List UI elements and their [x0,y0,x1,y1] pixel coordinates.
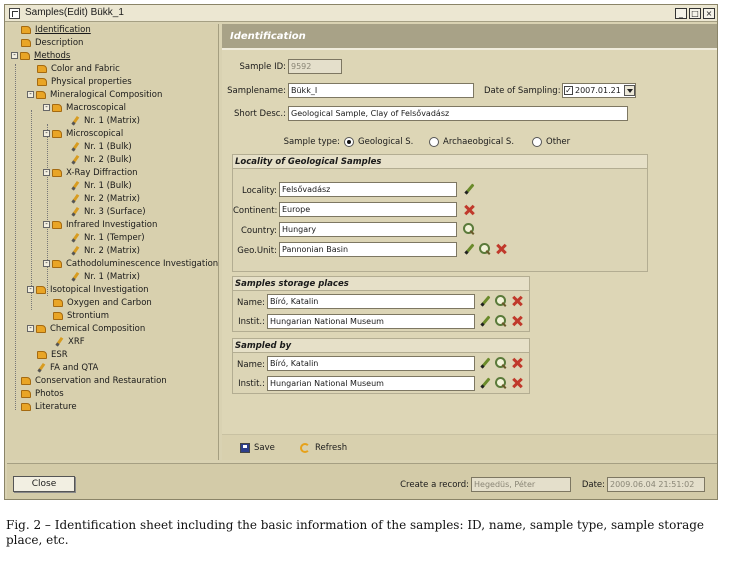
tree-item-oxygen-carbon[interactable]: Oxygen and Carbon [53,297,152,310]
navigation-tree [7,24,219,460]
folder-icon [37,65,47,73]
title-bar [5,5,717,22]
sampler-name-field[interactable]: Bíró, Katalin [267,356,475,371]
folder-icon [36,91,46,99]
folder-icon [52,260,62,268]
collapse-toggle[interactable]: - [27,286,34,293]
short-desc-field[interactable]: Geological Sample, Clay of Felsővadász [288,106,628,121]
tree-item-fa-qta[interactable]: FA and QTA [37,362,98,375]
folder-icon [21,26,31,34]
collapse-toggle[interactable]: - [43,260,50,267]
radio-archaeological[interactable] [429,137,439,147]
folder-icon [52,169,62,177]
form-toolbar [222,434,717,460]
locality-group-title: Locality of Geological Samples [233,155,647,169]
clear-storage-instit-x-icon[interactable] [511,315,523,327]
edit-storage-name-pencil-icon[interactable] [479,295,491,307]
identification-panel [222,24,717,460]
tree-item-mineralogical[interactable]: - Mineralogical Composition [27,89,162,102]
save-button[interactable]: Save [240,441,275,455]
figure-caption: Fig. 2 – Identification sheet including the basic information of the samples: ID, name, sample type, sample storage place, etc. [6,518,705,547]
tree-item-leaf[interactable]: Nr. 1 (Bulk) [71,141,132,154]
tree-item-leaf[interactable]: Nr. 2 (Bulk) [71,154,132,167]
collapse-toggle[interactable]: - [43,104,50,111]
sample-id-field: 9592 [288,59,342,74]
pencil-icon [71,207,80,216]
collapse-toggle[interactable]: - [27,91,34,98]
tree-item-leaf[interactable]: Nr. 1 (Bulk) [71,180,132,193]
search-country-magnifier-icon[interactable] [463,223,475,235]
tree-item-leaf[interactable]: Nr. 2 (Matrix) [71,193,140,206]
folder-icon [36,325,46,333]
pencil-icon [71,155,80,164]
samples-edit-window [4,4,718,500]
folder-icon [36,286,46,294]
folder-icon [21,39,31,47]
folder-icon [52,104,62,112]
tree-item-leaf[interactable]: Nr. 1 (Temper) [71,232,145,245]
collapse-toggle[interactable]: - [43,221,50,228]
sampler-name-label: Name: [237,360,265,370]
tree-item-color-fabric[interactable]: Color and Fabric [37,63,120,76]
pencil-icon [55,337,64,346]
search-sampler-instit-magnifier-icon[interactable] [495,377,507,389]
tree-item-esr[interactable]: ESR [37,349,68,362]
tree-item-methods[interactable]: - Methods [11,50,70,63]
radio-other[interactable] [532,137,542,147]
tree-item-isotopical[interactable]: - Isotopical Investigation [27,284,149,297]
folder-icon [21,403,31,411]
sample-id-label: Sample ID: [239,62,286,72]
edit-storage-instit-pencil-icon[interactable] [479,315,491,327]
window-footer [7,463,717,499]
folder-icon [52,221,62,229]
continent-field[interactable]: Europe [279,202,457,217]
date-of-sampling-field[interactable]: 2007.01.21 [562,83,636,98]
search-storage-name-magnifier-icon[interactable] [495,295,507,307]
samplename-label: Samplename: [227,86,286,96]
pencil-icon [71,246,80,255]
tree-item-leaf[interactable]: Nr. 1 (Matrix) [71,271,140,284]
tree-item-infrared[interactable]: - Infrared Investigation [43,219,157,232]
country-field[interactable]: Hungary [279,222,457,237]
sampled-by-group [232,338,530,394]
edit-sampler-name-pencil-icon[interactable] [479,357,491,369]
tree-item-photos[interactable]: Photos [21,388,64,401]
collapse-toggle[interactable]: - [27,325,34,332]
app-icon [9,8,20,19]
folder-icon [21,377,31,385]
pencil-icon [71,116,80,125]
tree-item-chemical[interactable]: - Chemical Composition [27,323,145,336]
refresh-button[interactable]: Refresh [300,441,347,455]
tree-item-microscopical[interactable]: - Microscopical [43,128,123,141]
search-sampler-name-magnifier-icon[interactable] [495,357,507,369]
tree-item-cathodoluminescence[interactable]: - Cathodoluminescence Investigation [43,258,218,271]
date-enabled-checkbox[interactable]: ✓ [565,86,572,95]
record-date-field: 2009.06.04 21:51:02 [607,477,705,492]
pencil-icon [71,142,80,151]
close-button[interactable]: Close [13,476,75,492]
folder-icon [53,299,63,307]
tree-item-leaf[interactable]: Nr. 1 (Matrix) [71,115,140,128]
storage-group-title: Samples storage places [233,277,529,291]
create-record-label: Create a record: [400,480,469,490]
edit-locality-pencil-icon[interactable] [463,183,475,195]
pencil-icon [71,194,80,203]
tree-item-physical-properties[interactable]: Physical properties [37,76,132,89]
locality-field[interactable]: Felsővadász [279,182,457,197]
tree-item-identification[interactable]: Identification [21,24,91,37]
close-window-button[interactable]: × [703,8,715,19]
sample-type-label: Sample type: [283,137,340,147]
tree-item-literature[interactable]: Literature [21,401,77,414]
radio-other-label: Other [546,137,571,147]
tree-item-xrf[interactable]: XRF [55,336,85,349]
folder-icon [20,52,30,60]
tree-item-leaf[interactable]: Nr. 2 (Matrix) [71,245,140,258]
edit-sampler-instit-pencil-icon[interactable] [479,377,491,389]
pencil-icon [37,363,46,372]
storage-name-field[interactable]: Bíró, Katalin [267,294,475,309]
storage-instit-label: Instit.: [238,317,265,327]
pencil-icon [71,233,80,242]
collapse-toggle[interactable]: - [43,169,50,176]
floppy-disk-icon [240,443,250,453]
edit-geounit-pencil-icon[interactable] [463,243,475,255]
clear-storage-name-x-icon[interactable] [511,295,523,307]
short-desc-label: Short Desc.: [234,109,286,119]
locality-group [232,154,648,272]
folder-icon [52,130,62,138]
sampled-by-group-title: Sampled by [233,339,529,353]
window-title: Samples(Edit) Bükk_1 [25,7,124,18]
sampler-instit-label: Instit.: [238,379,265,389]
geounit-label: Geo.Unit: [237,246,277,256]
creator-field: Hegedüs, Péter [471,477,571,492]
maximize-button[interactable]: □ [689,8,701,19]
storage-name-label: Name: [237,298,265,308]
refresh-icon [300,443,310,453]
record-date-label: Date: [581,480,605,490]
collapse-toggle[interactable]: - [11,52,18,59]
clear-sampler-name-x-icon[interactable] [511,357,523,369]
tree-item-conservation[interactable]: Conservation and Restauration [21,375,167,388]
locality-label: Locality: [241,186,277,196]
folder-icon [37,351,47,359]
date-dropdown-button[interactable] [624,85,635,96]
clear-continent-x-icon[interactable] [463,204,475,216]
samplename-field[interactable]: Bükk_I [288,83,474,98]
collapse-toggle[interactable]: - [43,130,50,137]
radio-geological-label: Geological S. [358,137,414,147]
pencil-icon [71,181,80,190]
tree-item-xrd[interactable]: - X-Ray Diffraction [43,167,138,180]
tree-item-strontium[interactable]: Strontium [53,310,109,323]
tree-item-description[interactable]: Description [21,37,83,50]
tree-item-leaf[interactable]: Nr. 3 (Surface) [71,206,146,219]
storage-group [232,276,530,332]
folder-icon [53,312,63,320]
geounit-field[interactable]: Pannonian Basin [279,242,457,257]
sampler-instit-field[interactable]: Hungarian National Museum [267,376,475,391]
folder-icon [21,390,31,398]
storage-instit-field[interactable]: Hungarian National Museum [267,314,475,329]
continent-label: Continent: [233,206,278,216]
country-label: Country: [240,226,277,236]
search-geounit-magnifier-icon[interactable] [479,243,491,255]
radio-archaeological-label: Archaeobgical S. [443,137,515,147]
date-of-sampling-label: Date of Sampling: [484,86,561,96]
panel-header: Identification [222,24,717,50]
minimize-button[interactable]: _ [675,8,687,19]
tree-item-macroscopical[interactable]: - Macroscopical [43,102,126,115]
radio-geological[interactable] [344,137,354,147]
pencil-icon [71,272,80,281]
clear-geounit-x-icon[interactable] [495,243,507,255]
clear-sampler-instit-x-icon[interactable] [511,377,523,389]
folder-icon [37,78,47,86]
search-storage-instit-magnifier-icon[interactable] [495,315,507,327]
